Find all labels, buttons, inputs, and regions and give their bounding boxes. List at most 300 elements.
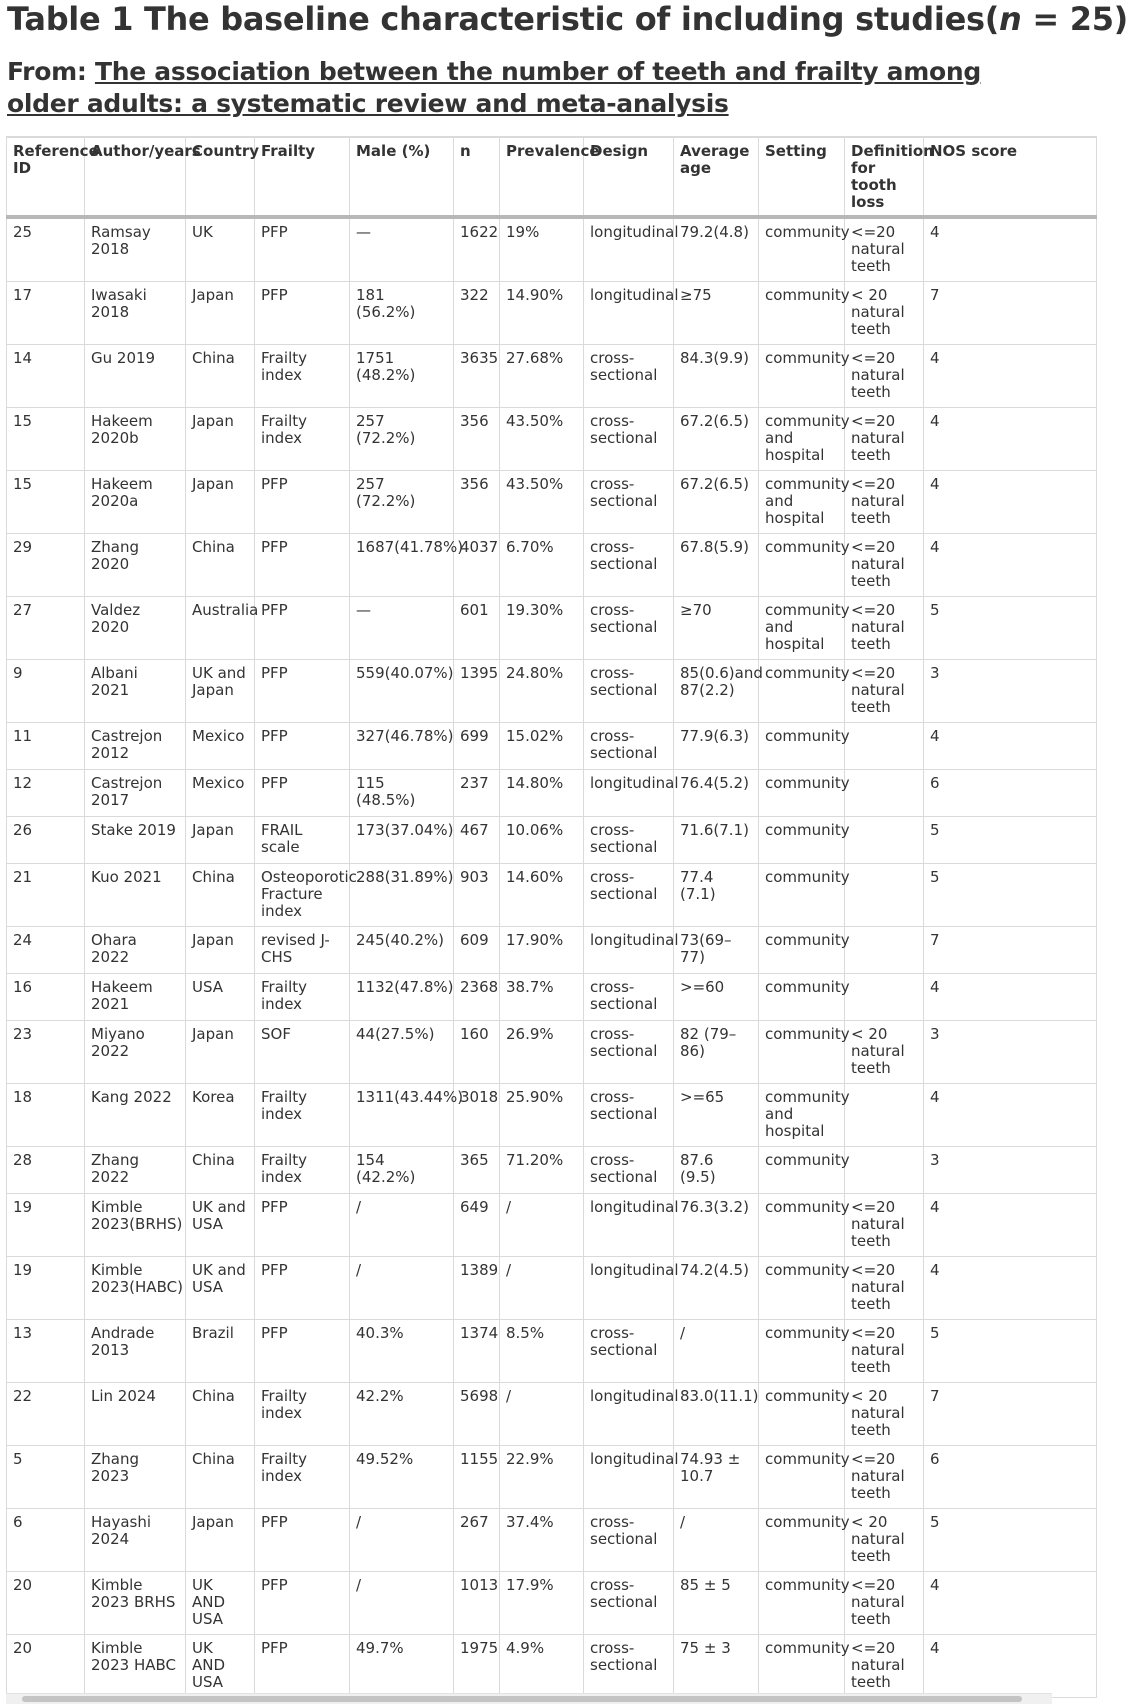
table-body (7, 217, 1097, 1698)
cell-nos-score: 6 (924, 1446, 1097, 1509)
table-row (7, 1383, 1097, 1446)
cell-tooth-loss-definition: <=20 natural teeth (845, 217, 924, 282)
cell-male-percent: 288(31.89%) (350, 864, 454, 927)
cell-reference-id: 6 (7, 1509, 85, 1572)
cell-tooth-loss-definition: <=20 natural teeth (845, 1320, 924, 1383)
cell-male-percent: 257 (72.2%) (350, 471, 454, 534)
cell-male-percent: 115 (48.5%) (350, 770, 454, 817)
cell-average-age: 76.3(3.2) (674, 1194, 759, 1257)
table-row (7, 1320, 1097, 1383)
cell-average-age: 74.93 ± 10.7 (674, 1446, 759, 1509)
cell-setting: community (759, 723, 845, 770)
cell-frailty: PFP (255, 1320, 350, 1383)
cell-design: longitudinal (584, 770, 674, 817)
cell-country: Mexico (186, 770, 255, 817)
table-row (7, 1509, 1097, 1572)
cell-setting: community (759, 864, 845, 927)
cell-n: 160 (454, 1021, 500, 1084)
cell-average-age: 73(69–77) (674, 927, 759, 974)
cell-nos-score: 4 (924, 974, 1097, 1021)
cell-n: 3018 (454, 1084, 500, 1147)
cell-author-years: Kimble 2023(HABC) (85, 1257, 186, 1320)
cell-frailty: Frailty index (255, 974, 350, 1021)
cell-design: cross-sectional (584, 1572, 674, 1635)
table-row (7, 974, 1097, 1021)
table-row (7, 1635, 1097, 1698)
cell-tooth-loss-definition: <=20 natural teeth (845, 1635, 924, 1698)
header-average-age: Average age (674, 137, 759, 217)
cell-author-years: Zhang 2022 (85, 1147, 186, 1194)
cell-author-years: Gu 2019 (85, 345, 186, 408)
cell-prevalence: / (500, 1383, 584, 1446)
cell-country: UK and USA (186, 1194, 255, 1257)
cell-design: cross-sectional (584, 1021, 674, 1084)
cell-frailty: PFP (255, 1635, 350, 1698)
cell-country: Japan (186, 1509, 255, 1572)
cell-design: cross-sectional (584, 723, 674, 770)
cell-tooth-loss-definition: <=20 natural teeth (845, 1257, 924, 1320)
cell-prevalence: 71.20% (500, 1147, 584, 1194)
cell-country: China (186, 1383, 255, 1446)
cell-author-years: Iwasaki 2018 (85, 282, 186, 345)
cell-average-age: 85(0.6)and 87(2.2) (674, 660, 759, 723)
cell-author-years: Kimble 2023 BRHS (85, 1572, 186, 1635)
cell-average-age: 77.4 (7.1) (674, 864, 759, 927)
cell-reference-id: 19 (7, 1257, 85, 1320)
cell-reference-id: 11 (7, 723, 85, 770)
cell-country: Japan (186, 1021, 255, 1084)
cell-design: cross-sectional (584, 471, 674, 534)
cell-design: cross-sectional (584, 1084, 674, 1147)
cell-prevalence: / (500, 1194, 584, 1257)
cell-frailty: PFP (255, 1509, 350, 1572)
cell-male-percent: 42.2% (350, 1383, 454, 1446)
cell-n: 1389 (454, 1257, 500, 1320)
cell-male-percent: 1132(47.8%) (350, 974, 454, 1021)
cell-male-percent: / (350, 1572, 454, 1635)
cell-country: Japan (186, 282, 255, 345)
cell-n: 649 (454, 1194, 500, 1257)
cell-average-age: 67.8(5.9) (674, 534, 759, 597)
cell-country: Australia (186, 597, 255, 660)
cell-prevalence: 14.90% (500, 282, 584, 345)
cell-author-years: Ohara 2022 (85, 927, 186, 974)
cell-male-percent: 257 (72.2%) (350, 408, 454, 471)
cell-tooth-loss-definition: <=20 natural teeth (845, 1446, 924, 1509)
cell-author-years: Valdez 2020 (85, 597, 186, 660)
cell-prevalence: 10.06% (500, 817, 584, 864)
cell-tooth-loss-definition (845, 770, 924, 817)
cell-prevalence: 14.80% (500, 770, 584, 817)
cell-design: cross-sectional (584, 817, 674, 864)
cell-frailty: Frailty index (255, 1084, 350, 1147)
cell-nos-score: 6 (924, 770, 1097, 817)
cell-design: longitudinal (584, 1257, 674, 1320)
cell-nos-score: 4 (924, 345, 1097, 408)
cell-nos-score: 4 (924, 408, 1097, 471)
cell-setting: community (759, 1257, 845, 1320)
table-row (7, 282, 1097, 345)
cell-n: 1374 (454, 1320, 500, 1383)
cell-frailty: FRAIL scale (255, 817, 350, 864)
article-link[interactable]: The association between the number of teeth and frailty among older adults: a systematic review and meta-analysis (7, 57, 981, 118)
table-row (7, 770, 1097, 817)
cell-n: 1155 (454, 1446, 500, 1509)
cell-setting: community (759, 974, 845, 1021)
cell-average-age: 83.0(11.1) (674, 1383, 759, 1446)
cell-prevalence: 17.90% (500, 927, 584, 974)
cell-setting: community (759, 534, 845, 597)
cell-nos-score: 5 (924, 1509, 1097, 1572)
table-row (7, 723, 1097, 770)
cell-design: cross-sectional (584, 1147, 674, 1194)
cell-prevalence: 22.9% (500, 1446, 584, 1509)
cell-country: China (186, 534, 255, 597)
cell-author-years: Kimble 2023(BRHS) (85, 1194, 186, 1257)
cell-male-percent: 559(40.07%) (350, 660, 454, 723)
cell-frailty: Frailty index (255, 1446, 350, 1509)
cell-reference-id: 13 (7, 1320, 85, 1383)
cell-average-age: / (674, 1509, 759, 1572)
cell-tooth-loss-definition: <=20 natural teeth (845, 345, 924, 408)
cell-reference-id: 15 (7, 408, 85, 471)
cell-reference-id: 27 (7, 597, 85, 660)
cell-average-age: 74.2(4.5) (674, 1257, 759, 1320)
table-row (7, 1257, 1097, 1320)
cell-n: 601 (454, 597, 500, 660)
cell-country: Japan (186, 817, 255, 864)
cell-male-percent: 327(46.78%) (350, 723, 454, 770)
characteristics-table (6, 136, 1097, 1698)
cell-tooth-loss-definition (845, 864, 924, 927)
cell-nos-score: 4 (924, 534, 1097, 597)
title-suffix: = 25) (1021, 0, 1128, 38)
table-row (7, 217, 1097, 282)
cell-prevalence: 15.02% (500, 723, 584, 770)
table-row (7, 1572, 1097, 1635)
cell-design: longitudinal (584, 1194, 674, 1257)
cell-design: longitudinal (584, 1446, 674, 1509)
header-setting: Setting (759, 137, 845, 217)
cell-nos-score: 7 (924, 927, 1097, 974)
title-prefix: Table 1 The baseline characteristic of including studies( (7, 0, 1000, 38)
cell-average-age: ≥75 (674, 282, 759, 345)
table-row (7, 864, 1097, 927)
header-prevalence: Prevalence (500, 137, 584, 217)
cell-average-age: 85 ± 5 (674, 1572, 759, 1635)
cell-tooth-loss-definition (845, 817, 924, 864)
cell-setting: community and hospital (759, 408, 845, 471)
cell-reference-id: 25 (7, 217, 85, 282)
cell-design: cross-sectional (584, 1320, 674, 1383)
cell-setting: community (759, 660, 845, 723)
cell-average-age: 77.9(6.3) (674, 723, 759, 770)
cell-average-age: >=65 (674, 1084, 759, 1147)
cell-average-age: 67.2(6.5) (674, 408, 759, 471)
cell-tooth-loss-definition (845, 1147, 924, 1194)
cell-reference-id: 12 (7, 770, 85, 817)
cell-frailty: Frailty index (255, 345, 350, 408)
cell-frailty: PFP (255, 660, 350, 723)
cell-frailty: PFP (255, 282, 350, 345)
cell-nos-score: 3 (924, 1147, 1097, 1194)
cell-frailty: Osteoporotic Fracture index (255, 864, 350, 927)
cell-n: 322 (454, 282, 500, 345)
cell-tooth-loss-definition (845, 974, 924, 1021)
cell-n: 1395 (454, 660, 500, 723)
cell-country: China (186, 1446, 255, 1509)
cell-frailty: SOF (255, 1021, 350, 1084)
cell-n: 356 (454, 408, 500, 471)
cell-male-percent: 49.52% (350, 1446, 454, 1509)
cell-country: Japan (186, 471, 255, 534)
cell-country: China (186, 345, 255, 408)
header-row (7, 137, 1097, 217)
source-line (7, 56, 1052, 120)
cell-reference-id: 21 (7, 864, 85, 927)
cell-n: 4037 (454, 534, 500, 597)
cell-nos-score: 5 (924, 1320, 1097, 1383)
cell-reference-id: 22 (7, 1383, 85, 1446)
header-reference-id: Reference ID (7, 137, 85, 217)
cell-n: 3635 (454, 345, 500, 408)
cell-frailty: PFP (255, 217, 350, 282)
cell-male-percent: 154 (42.2%) (350, 1147, 454, 1194)
cell-n: 1975 (454, 1635, 500, 1698)
cell-frailty: PFP (255, 597, 350, 660)
table-title (7, 0, 1128, 38)
cell-country: UK AND USA (186, 1572, 255, 1635)
cell-nos-score: 4 (924, 471, 1097, 534)
cell-design: cross-sectional (584, 408, 674, 471)
cell-average-age: 79.2(4.8) (674, 217, 759, 282)
table-row (7, 408, 1097, 471)
cell-reference-id: 16 (7, 974, 85, 1021)
header-author-years: Author/years (85, 137, 186, 217)
header-male-percent: Male (%) (350, 137, 454, 217)
cell-setting: community (759, 770, 845, 817)
cell-author-years: Kuo 2021 (85, 864, 186, 927)
cell-tooth-loss-definition: <=20 natural teeth (845, 660, 924, 723)
cell-nos-score: 4 (924, 1194, 1097, 1257)
cell-frailty: Frailty index (255, 1383, 350, 1446)
cell-tooth-loss-definition (845, 723, 924, 770)
cell-frailty: Frailty index (255, 1147, 350, 1194)
cell-reference-id: 19 (7, 1194, 85, 1257)
cell-setting: community (759, 1021, 845, 1084)
cell-country: Brazil (186, 1320, 255, 1383)
table-row (7, 534, 1097, 597)
scrollbar-thumb[interactable] (22, 1696, 1022, 1702)
cell-reference-id: 24 (7, 927, 85, 974)
cell-male-percent: 245(40.2%) (350, 927, 454, 974)
header-frailty: Frailty (255, 137, 350, 217)
cell-nos-score: 5 (924, 597, 1097, 660)
cell-tooth-loss-definition (845, 927, 924, 974)
cell-nos-score: 5 (924, 817, 1097, 864)
cell-design: cross-sectional (584, 345, 674, 408)
cell-prevalence: 38.7% (500, 974, 584, 1021)
cell-average-age: 75 ± 3 (674, 1635, 759, 1698)
cell-reference-id: 28 (7, 1147, 85, 1194)
cell-nos-score: 3 (924, 660, 1097, 723)
cell-tooth-loss-definition (845, 1084, 924, 1147)
title-n: n (999, 0, 1022, 38)
cell-frailty: PFP (255, 723, 350, 770)
cell-nos-score: 5 (924, 864, 1097, 927)
cell-nos-score: 4 (924, 1084, 1097, 1147)
cell-country: USA (186, 974, 255, 1021)
cell-frailty: PFP (255, 770, 350, 817)
cell-country: Japan (186, 408, 255, 471)
cell-average-age: 67.2(6.5) (674, 471, 759, 534)
cell-male-percent: 1751 (48.2%) (350, 345, 454, 408)
header-design: Design (584, 137, 674, 217)
horizontal-scrollbar[interactable] (6, 1693, 1052, 1704)
cell-male-percent: 49.7% (350, 1635, 454, 1698)
cell-average-age: 87.6 (9.5) (674, 1147, 759, 1194)
cell-male-percent: 1687(41.78%) (350, 534, 454, 597)
cell-male-percent: 1311(43.44%) (350, 1084, 454, 1147)
cell-average-age: / (674, 1320, 759, 1383)
cell-author-years: Hakeem 2020a (85, 471, 186, 534)
cell-nos-score: 7 (924, 282, 1097, 345)
cell-author-years: Zhang 2020 (85, 534, 186, 597)
cell-n: 365 (454, 1147, 500, 1194)
cell-setting: community (759, 217, 845, 282)
cell-design: cross-sectional (584, 597, 674, 660)
cell-prevalence: 6.70% (500, 534, 584, 597)
from-label: From: (7, 57, 95, 86)
cell-average-age: 71.6(7.1) (674, 817, 759, 864)
cell-prevalence: 19.30% (500, 597, 584, 660)
cell-design: cross-sectional (584, 1509, 674, 1572)
cell-setting: community (759, 1383, 845, 1446)
cell-setting: community (759, 282, 845, 345)
cell-author-years: Kimble 2023 HABC (85, 1635, 186, 1698)
cell-reference-id: 15 (7, 471, 85, 534)
table-row (7, 1194, 1097, 1257)
cell-n: 1013 (454, 1572, 500, 1635)
cell-prevalence: 25.90% (500, 1084, 584, 1147)
table-container[interactable] (6, 136, 1052, 1692)
cell-design: longitudinal (584, 1383, 674, 1446)
cell-tooth-loss-definition: < 20 natural teeth (845, 282, 924, 345)
cell-n: 237 (454, 770, 500, 817)
cell-nos-score: 3 (924, 1021, 1097, 1084)
header-tooth-loss-definition: Definition for tooth loss (845, 137, 924, 217)
cell-setting: community (759, 345, 845, 408)
cell-reference-id: 5 (7, 1446, 85, 1509)
cell-country: Korea (186, 1084, 255, 1147)
cell-frailty: Frailty index (255, 408, 350, 471)
cell-n: 2368 (454, 974, 500, 1021)
cell-frailty: PFP (255, 471, 350, 534)
cell-n: 5698 (454, 1383, 500, 1446)
cell-setting: community (759, 817, 845, 864)
cell-male-percent: 173(37.04%) (350, 817, 454, 864)
cell-prevalence: 27.68% (500, 345, 584, 408)
cell-reference-id: 9 (7, 660, 85, 723)
cell-nos-score: 7 (924, 1383, 1097, 1446)
cell-prevalence: 26.9% (500, 1021, 584, 1084)
cell-country: Japan (186, 927, 255, 974)
cell-setting: community (759, 1509, 845, 1572)
cell-tooth-loss-definition: < 20 natural teeth (845, 1383, 924, 1446)
cell-country: China (186, 1147, 255, 1194)
cell-nos-score: 4 (924, 1257, 1097, 1320)
cell-average-age: ≥70 (674, 597, 759, 660)
cell-design: cross-sectional (584, 660, 674, 723)
cell-author-years: Hakeem 2020b (85, 408, 186, 471)
cell-author-years: Ramsay 2018 (85, 217, 186, 282)
cell-nos-score: 4 (924, 1572, 1097, 1635)
table-row (7, 1021, 1097, 1084)
cell-tooth-loss-definition: <=20 natural teeth (845, 1572, 924, 1635)
cell-reference-id: 29 (7, 534, 85, 597)
cell-prevalence: 4.9% (500, 1635, 584, 1698)
cell-male-percent: 44(27.5%) (350, 1021, 454, 1084)
cell-design: longitudinal (584, 282, 674, 345)
cell-design: cross-sectional (584, 974, 674, 1021)
cell-n: 1622 (454, 217, 500, 282)
cell-tooth-loss-definition: <=20 natural teeth (845, 471, 924, 534)
cell-prevalence: / (500, 1257, 584, 1320)
cell-tooth-loss-definition: <=20 natural teeth (845, 534, 924, 597)
cell-reference-id: 18 (7, 1084, 85, 1147)
cell-average-age: 84.3(9.9) (674, 345, 759, 408)
cell-average-age: 82 (79–86) (674, 1021, 759, 1084)
table-row (7, 927, 1097, 974)
cell-reference-id: 20 (7, 1635, 85, 1698)
cell-author-years: Lin 2024 (85, 1383, 186, 1446)
table-row (7, 817, 1097, 864)
cell-design: cross-sectional (584, 534, 674, 597)
cell-nos-score: 4 (924, 723, 1097, 770)
cell-n: 467 (454, 817, 500, 864)
cell-country: China (186, 864, 255, 927)
cell-male-percent: 40.3% (350, 1320, 454, 1383)
cell-setting: community (759, 1147, 845, 1194)
cell-design: cross-sectional (584, 864, 674, 927)
cell-n: 356 (454, 471, 500, 534)
table-row (7, 1446, 1097, 1509)
cell-frailty: PFP (255, 1257, 350, 1320)
header-nos-score: NOS score (924, 137, 1097, 217)
cell-tooth-loss-definition: <=20 natural teeth (845, 408, 924, 471)
cell-prevalence: 24.80% (500, 660, 584, 723)
cell-setting: community (759, 1572, 845, 1635)
cell-tooth-loss-definition: <=20 natural teeth (845, 597, 924, 660)
cell-frailty: PFP (255, 534, 350, 597)
cell-nos-score: 4 (924, 1635, 1097, 1698)
cell-frailty: PFP (255, 1572, 350, 1635)
cell-setting: community and hospital (759, 1084, 845, 1147)
cell-setting: community (759, 1446, 845, 1509)
cell-average-age: 76.4(5.2) (674, 770, 759, 817)
cell-frailty: PFP (255, 1194, 350, 1257)
cell-average-age: >=60 (674, 974, 759, 1021)
cell-prevalence: 17.9% (500, 1572, 584, 1635)
cell-country: UK and USA (186, 1257, 255, 1320)
cell-tooth-loss-definition: < 20 natural teeth (845, 1021, 924, 1084)
cell-setting: community and hospital (759, 471, 845, 534)
cell-author-years: Hakeem 2021 (85, 974, 186, 1021)
cell-male-percent: — (350, 597, 454, 660)
cell-reference-id: 14 (7, 345, 85, 408)
cell-author-years: Castrejon 2012 (85, 723, 186, 770)
cell-prevalence: 8.5% (500, 1320, 584, 1383)
